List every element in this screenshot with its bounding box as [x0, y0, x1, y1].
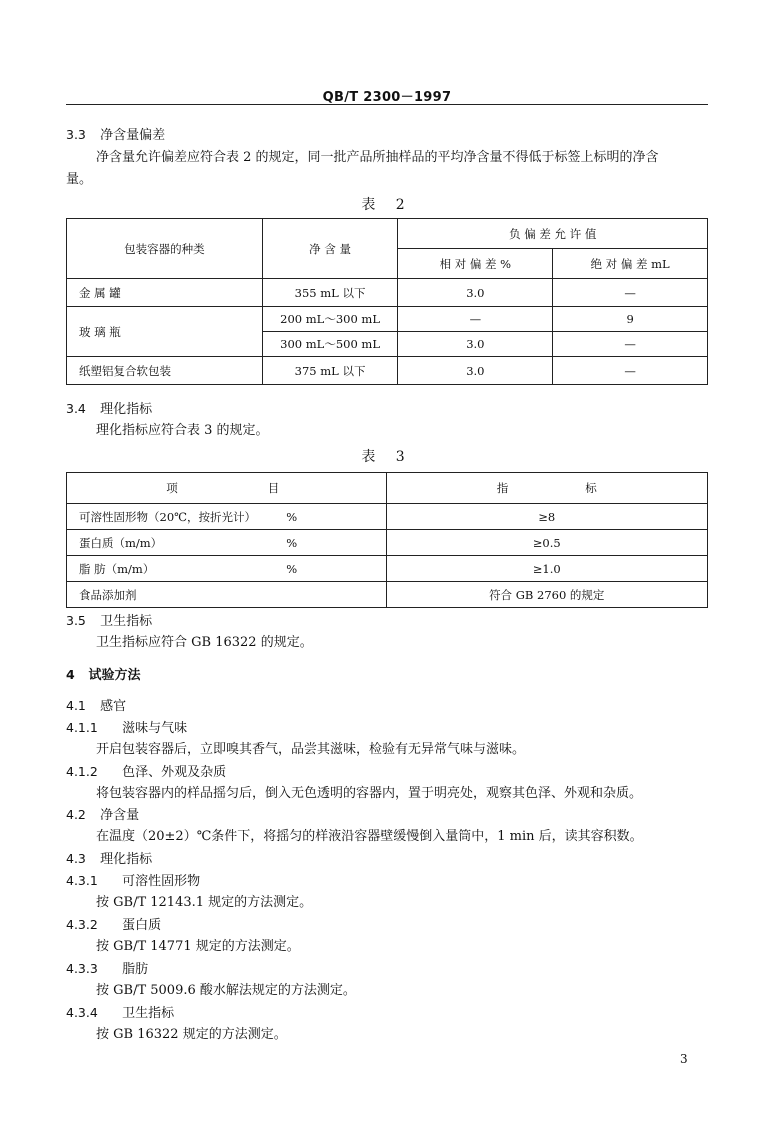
- section-title: 试验方法: [88, 668, 141, 683]
- section-title: 净含量: [100, 808, 140, 823]
- table-row-rel: 3.0: [398, 279, 553, 307]
- table-row-abs: 9: [553, 307, 708, 332]
- table-3-header-item: [67, 473, 387, 504]
- section-number: 4.1: [66, 698, 86, 713]
- section-4-1-1-heading: [66, 719, 187, 738]
- section-3-3-text-line1: 净含量允许偏差应符合表 2 的规定，同一批产品所抽样品的平均净含量不得低于标签上标明的净含: [96, 150, 659, 165]
- table-2-header-net: 净 含 量: [262, 219, 398, 279]
- table-row-rel: 3.0: [398, 332, 553, 357]
- section-title: 蛋白质: [122, 918, 162, 933]
- section-4-3-4-text: 按 GB 16322 规定的方法测定。: [96, 1027, 287, 1042]
- section-title: 色泽、外观及杂质: [122, 765, 227, 780]
- section-3-4-text: 理化指标应符合表 3 的规定。: [96, 423, 269, 438]
- table-row-net: 300 mL～500 mL: [262, 332, 398, 357]
- section-title: 净含量偏差: [100, 128, 166, 143]
- table-3: [66, 472, 708, 608]
- section-title: 理化指标: [100, 402, 153, 417]
- table-row-item: 可溶性固形物（20℃，按折光计）: [67, 504, 287, 530]
- section-title: 脂肪: [122, 962, 149, 977]
- section-number: 4.3: [66, 851, 86, 866]
- table-2: [66, 218, 708, 385]
- section-title: 感官: [100, 699, 127, 714]
- section-3-3-text-line2: 量。: [66, 172, 93, 187]
- section-number: 4.1.2: [66, 764, 98, 779]
- table-3-header-index-text: 指 标: [496, 481, 597, 495]
- section-title: 卫生指标: [122, 1006, 175, 1021]
- section-4-heading: [66, 666, 141, 685]
- section-4-1-2-text: 将包装容器内的样品摇匀后，倒入无色透明的容器内，置于明亮处，观察其色泽、外观和杂质。: [96, 786, 643, 801]
- header-rule: [66, 104, 708, 105]
- table-row-type: 玻 璃 瓶: [67, 307, 263, 357]
- table-row-value: ≥8: [386, 504, 707, 530]
- table-row-net: 375 mL 以下: [262, 357, 398, 385]
- section-number: 3.3: [66, 127, 86, 142]
- section-4-2-text: 在温度（20±2）℃条件下，将摇匀的样液沿容器壁缓慢倒入量筒中，1 min 后，读其容积数。: [96, 829, 643, 844]
- table-row-type: 纸塑铝复合软包装: [67, 357, 263, 385]
- table-row-rel: —: [398, 307, 553, 332]
- table-2-header-rel: 相 对 偏 差 %: [398, 249, 553, 279]
- section-4-3-2-text: 按 GB/T 14771 规定的方法测定。: [96, 939, 300, 954]
- table-3-header-index: [386, 473, 707, 504]
- table-row-net: 355 mL 以下: [262, 279, 398, 307]
- table-3-caption: 表 3: [361, 449, 413, 465]
- section-number: 4: [66, 667, 75, 682]
- table-row-value: ≥0.5: [386, 530, 707, 556]
- table-row-item: 食品添加剂: [67, 582, 287, 608]
- table-row-item: 蛋白质（m/m）: [67, 530, 287, 556]
- section-title: 理化指标: [100, 852, 153, 867]
- section-4-3-1-heading: [66, 872, 200, 891]
- page-number: 3: [680, 1052, 688, 1066]
- table-row-unit: %: [286, 556, 386, 582]
- table-row-unit: [286, 582, 386, 608]
- section-3-5-heading: [66, 612, 152, 631]
- section-4-2-heading: [66, 806, 139, 825]
- section-number: 4.2: [66, 807, 86, 822]
- section-number: 4.3.4: [66, 1005, 98, 1020]
- table-row-abs: —: [553, 357, 708, 385]
- section-4-3-3-text: 按 GB/T 5009.6 酸水解法规定的方法测定。: [96, 983, 356, 998]
- table-row-rel: 3.0: [398, 357, 553, 385]
- table-row-value: 符合 GB 2760 的规定: [386, 582, 707, 608]
- section-3-5-text: 卫生指标应符合 GB 16322 的规定。: [96, 635, 313, 650]
- table-row-unit: %: [286, 530, 386, 556]
- section-number: 4.3.2: [66, 917, 98, 932]
- section-number: 4.3.3: [66, 961, 98, 976]
- section-title: 滋味与气味: [122, 721, 188, 736]
- section-number: 4.3.1: [66, 873, 98, 888]
- standard-code-header: QB/T 2300－1997: [322, 90, 452, 105]
- section-4-3-3-heading: [66, 960, 148, 979]
- section-title: 卫生指标: [100, 614, 153, 629]
- table-row-value: ≥1.0: [386, 556, 707, 582]
- table-row-type: 金 属 罐: [67, 279, 263, 307]
- table-row-item: 脂 肪（m/m）: [67, 556, 287, 582]
- section-number: 4.1.1: [66, 720, 98, 735]
- table-2-header-type: 包装容器的种类: [67, 219, 263, 279]
- section-4-1-heading: [66, 697, 126, 716]
- table-2-header-neg: 负 偏 差 允 许 值: [398, 219, 708, 249]
- section-number: 3.4: [66, 401, 86, 416]
- section-4-3-1-text: 按 GB/T 12143.1 规定的方法测定。: [96, 895, 313, 910]
- section-title: 可溶性固形物: [122, 874, 201, 889]
- table-row-net: 200 mL～300 mL: [262, 307, 398, 332]
- table-3-header-item-text: 项 目: [166, 481, 287, 495]
- section-4-3-4-heading: [66, 1004, 174, 1023]
- section-4-3-heading: [66, 850, 152, 869]
- table-row-abs: —: [553, 279, 708, 307]
- table-row-abs: —: [553, 332, 708, 357]
- section-4-3-2-heading: [66, 916, 161, 935]
- table-row-unit: %: [286, 504, 386, 530]
- table-2-caption: 表 2: [361, 197, 413, 213]
- section-3-3-heading: [66, 126, 165, 145]
- section-4-1-1-text: 开启包装容器后，立即嗅其香气，品尝其滋味，检验有无异常气味与滋味。: [96, 742, 526, 757]
- section-number: 3.5: [66, 613, 86, 628]
- table-2-header-abs: 绝 对 偏 差 mL: [553, 249, 708, 279]
- section-3-4-heading: [66, 400, 152, 419]
- section-4-1-2-heading: [66, 763, 226, 782]
